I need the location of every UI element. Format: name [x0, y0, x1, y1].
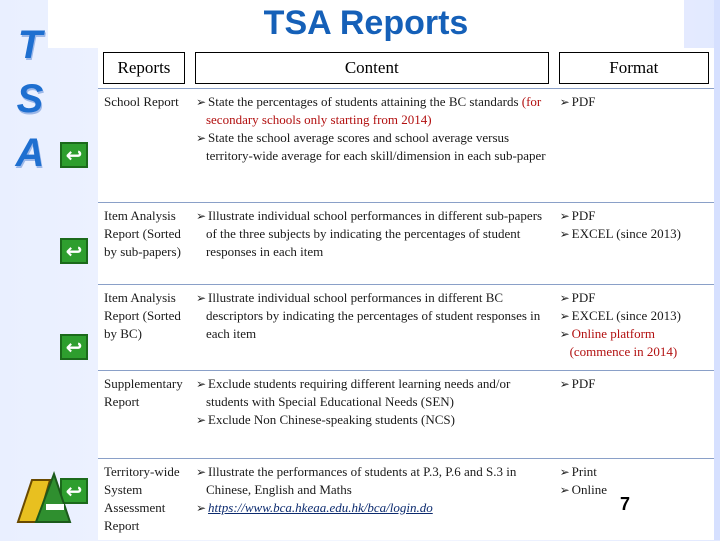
table-row: [98, 285, 714, 371]
bullet-arrow-icon: ➢: [559, 327, 570, 341]
content-text: Illustrate individual school performances in different BC descriptors by indicating the percentages of student responses in each item: [205, 290, 541, 341]
return-arrow-icon[interactable]: ↩: [60, 142, 88, 168]
content-text: Illustrate individual school performances in different sub-papers of the three subjects by indicating the percentages of student responses in each item: [205, 208, 543, 259]
bullet-arrow-icon: ➢: [195, 209, 207, 223]
report-name-cell: Item Analysis Report (Sorted by sub-papers): [98, 203, 190, 285]
report-name-cell: School Report: [98, 89, 190, 203]
letter-t: T: [17, 23, 43, 67]
return-arrow-icon[interactable]: ↩: [60, 238, 88, 264]
format-bullet: [560, 463, 708, 481]
table-row: [98, 89, 714, 203]
reports-table: [98, 48, 714, 541]
content-bullet: [196, 93, 548, 129]
content-bullet: [196, 463, 548, 499]
report-name-cell: Territory-wide System Assessment Report: [98, 459, 190, 541]
bullet-arrow-icon: ➢: [559, 227, 570, 241]
content-text: Illustrate the performances of students at P.3, P.6 and S.3 in Chinese, English and Maths: [205, 464, 517, 497]
right-decor-strip: [714, 0, 720, 540]
bullet-arrow-icon: ➢: [195, 291, 207, 305]
format-text: PDF: [571, 290, 596, 305]
letter-a: A: [15, 131, 45, 175]
bullet-arrow-icon: ➢: [559, 377, 570, 391]
content-bullet: [196, 411, 548, 429]
content-cell: [190, 371, 554, 459]
bullet-arrow-icon: ➢: [195, 465, 207, 479]
page-number: 7: [620, 494, 631, 514]
format-bullet: [560, 207, 708, 225]
content-text: State the school average scores and school average versus territory-wide average for each skill/dimension in each sub-paper: [205, 130, 546, 163]
table-row: [98, 203, 714, 285]
content-text: Exclude Non Chinese-speaking students (NCS): [208, 412, 455, 427]
content-cell: [190, 89, 554, 203]
letter-s: S: [16, 77, 44, 121]
format-cell: [554, 203, 714, 285]
format-bullet: [560, 325, 708, 361]
header-reports: Reports: [98, 48, 190, 89]
format-bullet: [560, 93, 708, 111]
content-cell: [190, 203, 554, 285]
table-row: [98, 371, 714, 459]
slide-title: TSA Reports: [263, 4, 469, 42]
format-bullet: [560, 289, 708, 307]
format-bullet: [560, 307, 708, 325]
reports-table-container: [98, 48, 714, 540]
format-text: PDF: [571, 376, 596, 391]
format-bullet: [560, 375, 708, 393]
report-name-cell: Supplementary Report: [98, 371, 190, 459]
bullet-arrow-icon: ➢: [559, 95, 570, 109]
content-bullet: [196, 207, 548, 261]
content-text: State the percentages of students attaining the BC standards: [208, 94, 522, 109]
bca-login-link[interactable]: https://www.bca.hkeaa.edu.hk/bca/login.do: [208, 500, 433, 515]
bullet-arrow-icon: ➢: [195, 413, 207, 427]
bullet-arrow-icon: ➢: [195, 131, 207, 145]
content-bullet: [196, 289, 548, 343]
format-cell: [554, 459, 714, 541]
content-bullet[interactable]: [196, 499, 548, 517]
bullet-arrow-icon: ➢: [195, 95, 207, 109]
bullet-arrow-icon: ➢: [559, 483, 570, 497]
report-name-cell: Item Analysis Report (Sorted by BC): [98, 285, 190, 371]
bullet-arrow-icon: ➢: [195, 501, 207, 515]
bullet-arrow-icon: ➢: [559, 291, 570, 305]
bullet-arrow-icon: ➢: [559, 309, 570, 323]
bullet-arrow-icon: ➢: [559, 209, 570, 223]
content-highlight-text: (for secondary schools only starting from 2014): [205, 94, 542, 127]
format-bullet: [560, 481, 708, 499]
content-bullet: [196, 129, 548, 165]
bullet-arrow-icon: ➢: [195, 377, 207, 391]
header-content: Content: [190, 48, 554, 89]
header-format: Format: [554, 48, 714, 89]
format-cell: [554, 285, 714, 371]
return-arrow-icon[interactable]: ↩: [60, 334, 88, 360]
return-arrow-icon[interactable]: ↩: [60, 478, 88, 504]
format-text: PDF: [571, 94, 596, 109]
format-highlight-text: Online platform (commence in 2014): [569, 326, 678, 359]
format-text: PDF: [571, 208, 596, 223]
content-cell: [190, 459, 554, 541]
table-header-row: [98, 48, 714, 89]
bullet-arrow-icon: ➢: [559, 465, 570, 479]
format-text: EXCEL (since 2013): [571, 226, 681, 241]
tsa-vertical-logo: [14, 18, 46, 180]
content-bullet: [196, 375, 548, 411]
content-text: Exclude students requiring different learning needs and/or students with Special Educational Needs (SEN): [205, 376, 511, 409]
format-cell: [554, 89, 714, 203]
format-bullet: [560, 225, 708, 243]
hkeaa-logo-icon: [10, 466, 90, 526]
format-cell: [554, 371, 714, 459]
content-cell: [190, 285, 554, 371]
format-text: Online: [571, 482, 608, 497]
format-text: Print: [571, 464, 597, 479]
format-text: EXCEL (since 2013): [571, 308, 681, 323]
